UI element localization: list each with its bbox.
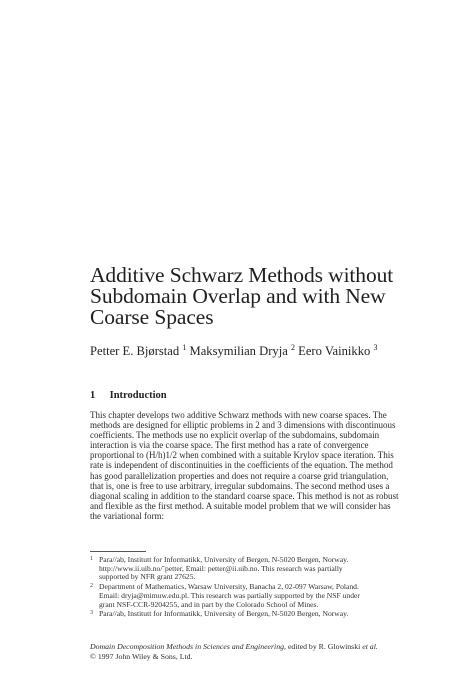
title-line: Additive Schwarz Methods without	[90, 263, 394, 287]
footnote-text: http://www.ii.uib.no/˜petter, Email: petter@ii.uib.no. This research was partially	[99, 563, 343, 573]
author-footnote-mark: 3	[373, 343, 378, 352]
body-paragraph	[90, 410, 420, 521]
body-line: and flexible as the first method. A suitable model problem that we will consider has	[90, 500, 391, 511]
title-line: Subdomain Overlap and with New	[90, 284, 386, 308]
section-heading	[90, 390, 167, 401]
author-footnote-mark: 2	[290, 343, 295, 352]
footnote-text: Department of Mathematics, Warsaw University, Banacha 2, 02-097 Warsaw, Poland.	[99, 582, 359, 592]
body-line: methods are designed for elliptic problems in 2 and 3 dimensions with discontinuous	[90, 420, 396, 431]
body-line: the variational form:	[90, 510, 164, 521]
footnotes	[90, 555, 420, 619]
footnote-mark: 3	[90, 610, 93, 617]
body-line: coefficients. The methods use no explicit overlap of the subdomains, subdomain	[90, 430, 380, 441]
book-editors-suffix: et al.	[362, 642, 378, 651]
footnote-text: Email: dryja@mimuw.edu.pl. This research was partially supported by the NSF under	[99, 590, 360, 600]
footnote-text: Para//ab, Institutt for Informatikk, University of Bergen, N-5020 Bergen, Norway.	[99, 609, 349, 619]
body-line: proportional to (H/h)1/2 when combined with a suitable Krylov space iteration. This	[90, 450, 394, 461]
body-line: rate is independent of discontinuities in the coefficients of the equation. The method	[90, 460, 393, 471]
body-line: This chapter develops two additive Schwarz methods with new coarse spaces. The	[90, 410, 387, 420]
body-line: diagonal scaling in addition to the standard coarse space. This method is not as robust	[90, 490, 399, 501]
book-title: Domain Decomposition Methods in Sciences and Engineering,	[90, 642, 286, 651]
footnote-mark: 2	[90, 583, 93, 590]
book-editors: edited by R. Glowinski	[287, 642, 361, 651]
body-line: that is, one is free to use arbitrary, irregular subdomains. The second method uses a	[90, 480, 390, 491]
footnote-rule	[90, 551, 146, 552]
author-list	[90, 343, 377, 359]
paper-title	[90, 265, 420, 328]
body-line: has good parallelization properties and does not require a coarse grid triangulation,	[90, 470, 389, 481]
author-footnote-mark: 1	[182, 343, 187, 352]
section-number: 1	[90, 390, 96, 401]
publisher-info	[90, 642, 378, 661]
footnote-text: Para//ab, Institutt for Informatikk, University of Bergen, N-5020 Bergen, Norway.	[99, 555, 349, 564]
section-title: Introduction	[109, 390, 167, 401]
footnote-line	[90, 609, 420, 619]
book-citation	[90, 642, 378, 652]
body-line: interaction is via the coarse space. The first method has a rate of convergence	[90, 440, 369, 451]
footnote-mark: 1	[90, 556, 93, 562]
footnote-text: supported by NFR grant 27625.	[99, 572, 196, 582]
copyright-notice: © 1997 John Wiley & Sons, Ltd.	[90, 651, 193, 661]
author-name: Maksymilian Dryja	[189, 344, 288, 358]
footnote-text: grant NSF-CCR-9204255, and in part by the Colorado School of Mines.	[99, 599, 319, 609]
author-name: Eero Vainikko	[298, 344, 371, 358]
title-line: Coarse Spaces	[90, 305, 214, 329]
author-name: Petter E. Bjørstad	[90, 344, 180, 358]
